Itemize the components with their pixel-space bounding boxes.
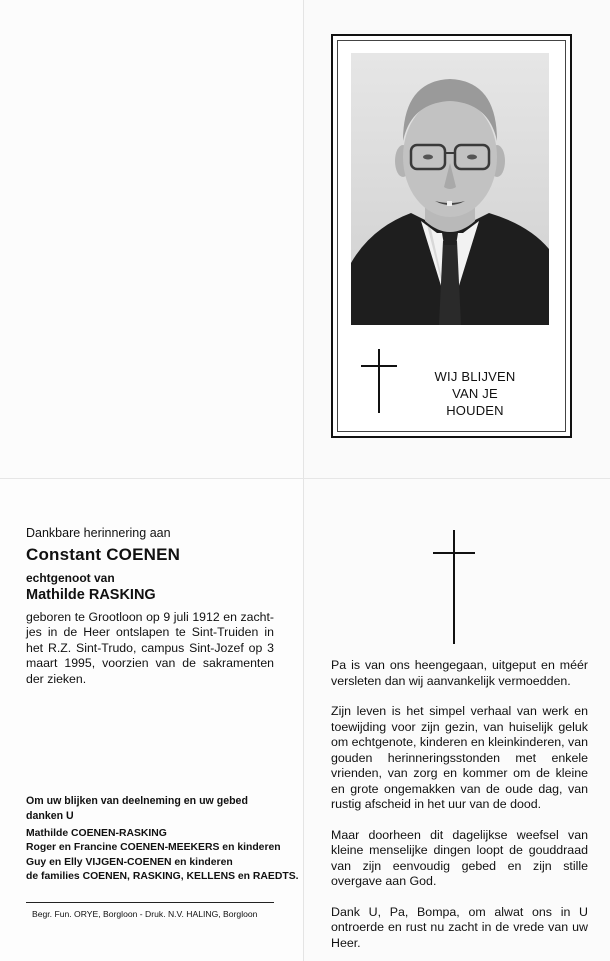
motto-line: WIJ BLIJVEN (434, 369, 516, 384)
deceased-name (26, 545, 180, 565)
spouse-given-name: Mathilde (26, 587, 85, 603)
family-member: Mathilde COENEN-RASKING (26, 828, 167, 839)
cross-icon (361, 349, 397, 413)
spouse-family-name: RASKING (88, 587, 156, 603)
front-left-blank-panel (0, 0, 303, 478)
family-list (26, 827, 299, 885)
family-member: Guy en Elly VIJGEN-COENEN en kinderen (26, 856, 233, 868)
memorial-paragraph: Pa is van ons heengegaan, uitgeput en méér versleten dan wij aanvankelijk vermoedden. (331, 658, 588, 688)
motto-line: VAN JE (452, 386, 498, 401)
intro-text: Dankbare herinnering aan (26, 526, 171, 540)
spouse-label: echtgenoot van (26, 571, 115, 585)
memorial-text (331, 658, 588, 961)
memorial-paragraph: Dank U, Pa, Bompa, om alwat ons in U ontroerde en rust nu zacht in de vrede van uw Heer. (331, 904, 588, 950)
divider (26, 902, 274, 903)
printer-credit: Begr. Fun. ORYE, Borgloon - Druk. N.V. HALING, Borgloon (32, 909, 258, 919)
memorial-paragraph: Maar doorheen dit dagelijkse weefsel van kleine menselijke dingen loopt de gouddraad van zijn eenvoudig gebed en zijn stille overgave aan God. (331, 827, 588, 888)
cross-icon (433, 530, 475, 644)
family-member: Roger en Francine COENEN-MEEKERS en kinderen (26, 842, 281, 854)
motto (405, 368, 545, 419)
thanks-text: Om uw blijken van deelneming en uw gebed danken U (26, 795, 248, 822)
deceased-family-name: COENEN (106, 545, 181, 564)
spouse-name (26, 587, 156, 603)
portrait-photo (351, 53, 549, 325)
family-member: de families COENEN, RASKING, KELLENS en RAEDTS. (26, 871, 299, 883)
portrait-illustration (351, 53, 549, 325)
deceased-given-name: Constant (26, 545, 102, 564)
biography-text: geboren te Grootloon op 9 juli 1912 en zacht-jes in de Heer ontslapen te Sint-Truiden in het R.Z. Sint-Trudo, campus Sint-Jozef op 3 maart 1995, voorzien van de sakramenten der zieken. (26, 610, 274, 686)
motto-line: HOUDEN (446, 403, 504, 418)
memorial-paragraph: Zijn leven is het simpel verhaal van werk en toewijding voor zijn gezin, van huiselijk geluk om echtgenote, kinderen en kleinkinderen, van gouden herinneringsstonden met enkele vrienden, van zorg en kommer om de kleine en grote ongemakken van de oude dag, van rustig afscheid in het uur van de dood. (331, 704, 588, 811)
